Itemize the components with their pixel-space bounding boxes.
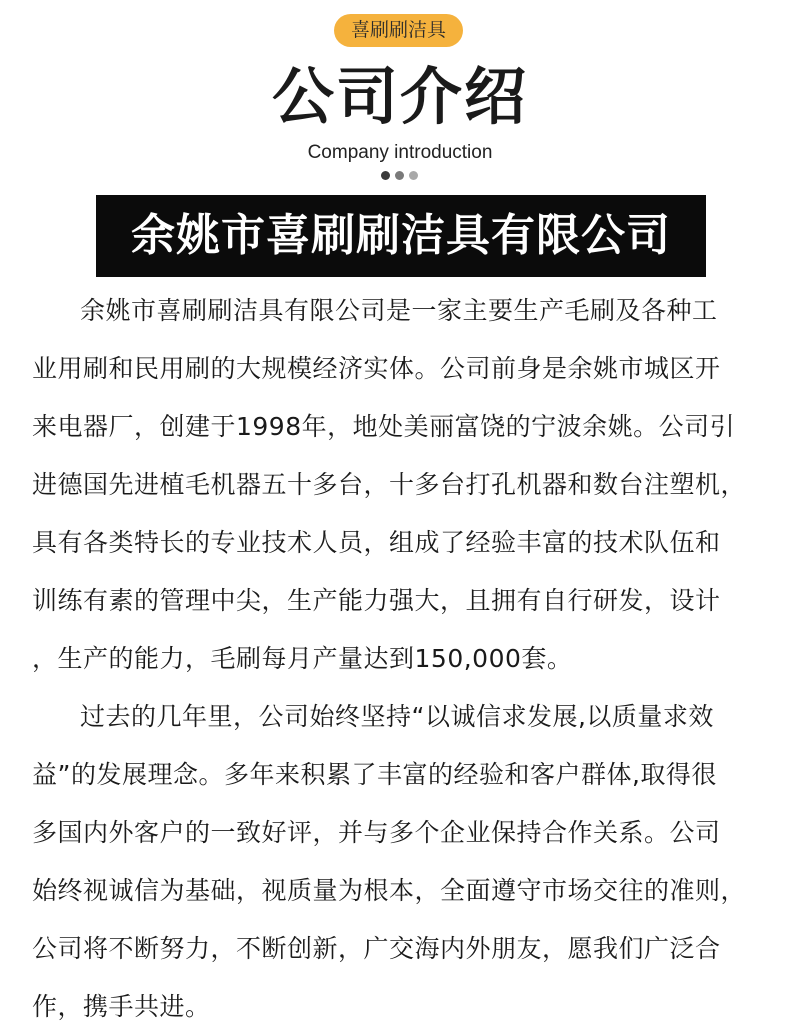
company-name-banner: 余姚市喜刷刷洁具有限公司 xyxy=(96,195,706,277)
paragraph-line: 余姚市喜刷刷洁具有限公司是一家主要生产毛刷及各种工 xyxy=(80,296,718,325)
dot-icon xyxy=(409,171,418,180)
paragraph-line: 进德国先进植毛机器五十多台，十多台打孔机器和数台注塑机， xyxy=(32,470,747,499)
paragraph-line: 业用刷和民用刷的大规模经济实体。公司前身是余姚市城区开 xyxy=(32,354,721,383)
decorative-dots xyxy=(381,171,421,181)
page-subtitle: Company introduction xyxy=(307,142,493,163)
paragraph-line: 过去的几年里，公司始终坚持“以诚信求发展,以质量求效 xyxy=(80,702,714,731)
paragraph-line: 多国内外客户的一致好评，并与多个企业保持合作关系。公司 xyxy=(32,818,721,847)
paragraph-line: 作，携手共进。 xyxy=(32,992,211,1021)
page-title: 公司介绍 xyxy=(271,60,528,133)
paragraph-line: 公司将不断努力，不断创新，广交海内外朋友，愿我们广泛合 xyxy=(32,934,721,963)
dot-icon xyxy=(381,171,390,180)
paragraph-line: ，生产的能力，毛刷每月产量达到150,000套。 xyxy=(32,644,573,673)
paragraph-line: 具有各类特长的专业技术人员，组成了经验丰富的技术队伍和 xyxy=(32,528,721,557)
paragraph-line: 来电器厂，创建于1998年，地处美丽富饶的宁波余姚。公司引 xyxy=(32,412,736,441)
company-description xyxy=(32,282,776,1036)
brand-badge: 喜刷刷洁具 xyxy=(334,14,463,47)
dot-icon xyxy=(395,171,404,180)
paragraph-line: 益”的发展理念。多年来积累了丰富的经验和客户群体,取得很 xyxy=(32,760,717,789)
paragraph-line: 始终视诚信为基础，视质量为根本，全面遵守市场交往的准则， xyxy=(32,876,747,905)
paragraph-line: 训练有素的管理中尖，生产能力强大，且拥有自行研发，设计 xyxy=(32,586,721,615)
